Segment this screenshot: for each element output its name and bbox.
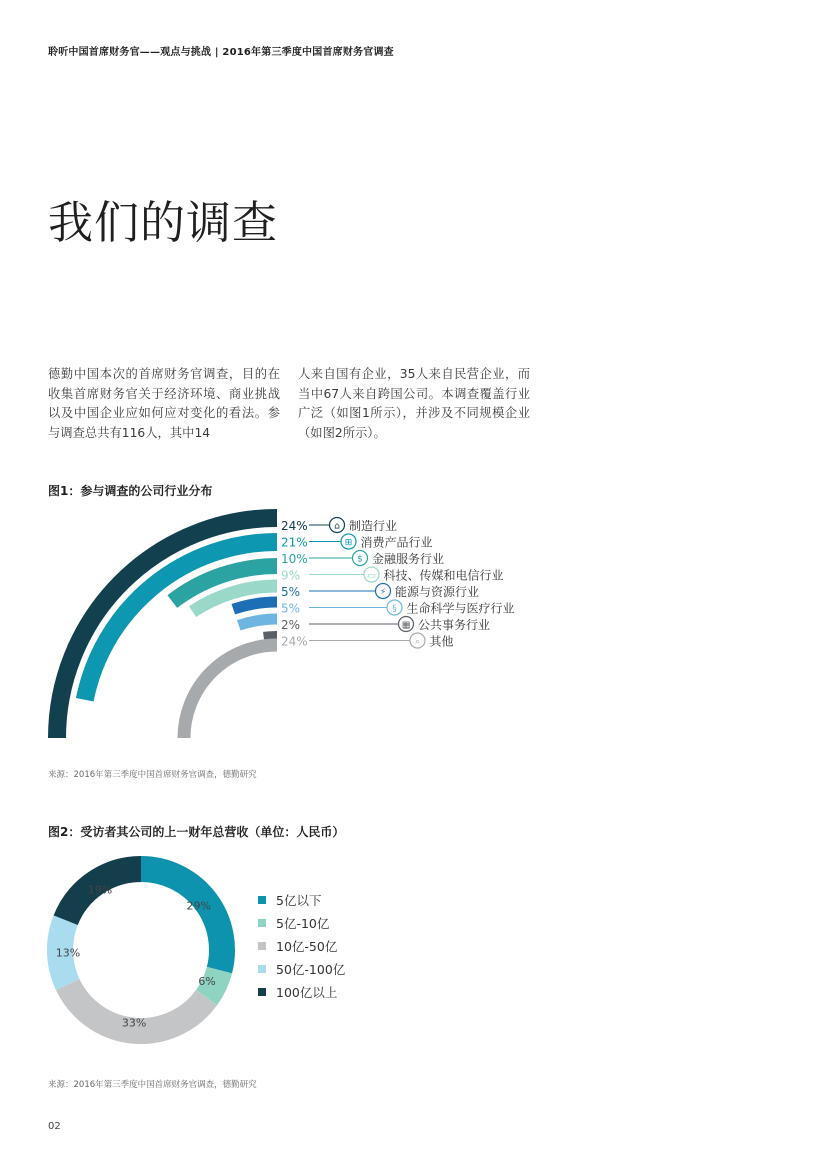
revenue-slice-label: 13% (55, 946, 81, 960)
revenue-legend (258, 888, 345, 1003)
industry-label: 能源与资源行业 (395, 585, 480, 599)
running-header: 聆听中国首席财务官——观点与挑战 | 2016年第三季度中国首席财务官调查 (48, 47, 394, 58)
intro-paragraph-col2: 人来自国有企业，35人来自民营企业，而当中67人来自跨国公司。本调查覆盖行业广泛（如图1所示），并涉及不同规模企业（如图2所示）。 (298, 367, 530, 440)
industry-label: 公共事务行业 (418, 618, 491, 632)
legend-item (258, 934, 345, 957)
legend-label: 5亿以下 (276, 892, 322, 908)
svg-text:$: $ (357, 554, 363, 565)
legend-swatch (258, 965, 266, 973)
industry-bar (184, 645, 277, 738)
revenue-slice-label: 33% (121, 1016, 147, 1030)
industry-label: 消费产品行业 (360, 535, 433, 550)
industry-bar (233, 602, 277, 609)
page-number: 02 (48, 1121, 61, 1132)
industry-label: 制造行业 (349, 519, 398, 533)
energy-icon (376, 584, 391, 599)
donut-hole (81, 890, 201, 1010)
industry-label: 金融服务行业 (372, 552, 445, 566)
svg-text:▭: ▭ (367, 571, 376, 581)
svg-text:▦: ▦ (401, 620, 411, 631)
dna-icon (387, 600, 402, 615)
legend-label: 50亿-100亿 (276, 961, 346, 977)
industry-radial-chart (0, 505, 600, 765)
coin-icon (353, 551, 368, 566)
svg-text:⌕: ⌕ (414, 637, 421, 647)
legend-item (258, 911, 345, 934)
figure2-title: 图2：受访者其公司的上一财年总营收（单位：人民币） (48, 825, 345, 839)
figure2-source: 来源：2016年第三季度中国首席财务官调查，德勤研究 (48, 1080, 257, 1090)
industry-label: 生命科学与医疗行业 (406, 601, 515, 616)
industry-value-label: 9% (281, 568, 301, 583)
legend-item (258, 888, 345, 911)
industry-series-7 (264, 617, 490, 636)
svg-text:§: § (392, 604, 397, 614)
building-icon (399, 617, 414, 632)
industry-bar (239, 619, 277, 625)
revenue-slice-label: 6% (198, 975, 216, 989)
figure1-title: 图1：参与调查的公司行业分布 (48, 484, 213, 498)
figure1-source: 来源：2016年第三季度中国首席财务官调查，德勤研究 (48, 770, 257, 780)
legend-label: 5亿-10亿 (276, 915, 330, 931)
svg-text:⊞: ⊞ (344, 538, 353, 548)
intro-paragraph-col1: 德勤中国本次的首席财务官调查，目的在收集首席财务官关于经济环境、商业挑战以及中国企业应如何应对变化的看法。参与调查总共有116人，其中14 (48, 367, 280, 440)
revenue-donut-chart (30, 840, 270, 1060)
svg-text:⌂: ⌂ (334, 521, 340, 532)
revenue-slice-label: 29% (186, 899, 211, 913)
legend-swatch (258, 942, 266, 950)
industry-value-label: 24% (281, 634, 308, 649)
industry-value-label: 5% (281, 601, 301, 616)
legend-swatch (258, 919, 266, 927)
industry-series-8 (184, 633, 454, 738)
legend-item (258, 980, 345, 1003)
industry-value-label: 21% (281, 535, 308, 550)
page-title: 我们的调查 (48, 196, 279, 249)
legend-label: 100亿以上 (276, 984, 338, 1000)
industry-bar (264, 635, 277, 636)
shopping-cart-icon (341, 534, 356, 549)
industry-label: 其他 (429, 634, 454, 649)
legend-swatch (258, 988, 266, 996)
revenue-slice-label: 19% (87, 883, 113, 897)
factory-icon (330, 518, 345, 533)
monitor-icon (364, 567, 379, 582)
svg-text:⚡: ⚡ (379, 587, 387, 598)
industry-value-label: 2% (281, 618, 301, 632)
search-icon (410, 633, 425, 648)
legend-label: 10亿-50亿 (276, 938, 338, 954)
legend-item (258, 957, 345, 980)
legend-swatch (258, 896, 266, 904)
industry-value-label: 24% (281, 519, 308, 533)
industry-value-label: 10% (281, 552, 308, 566)
industry-label: 科技、传媒和电信行业 (383, 568, 504, 583)
industry-value-label: 5% (281, 585, 301, 599)
